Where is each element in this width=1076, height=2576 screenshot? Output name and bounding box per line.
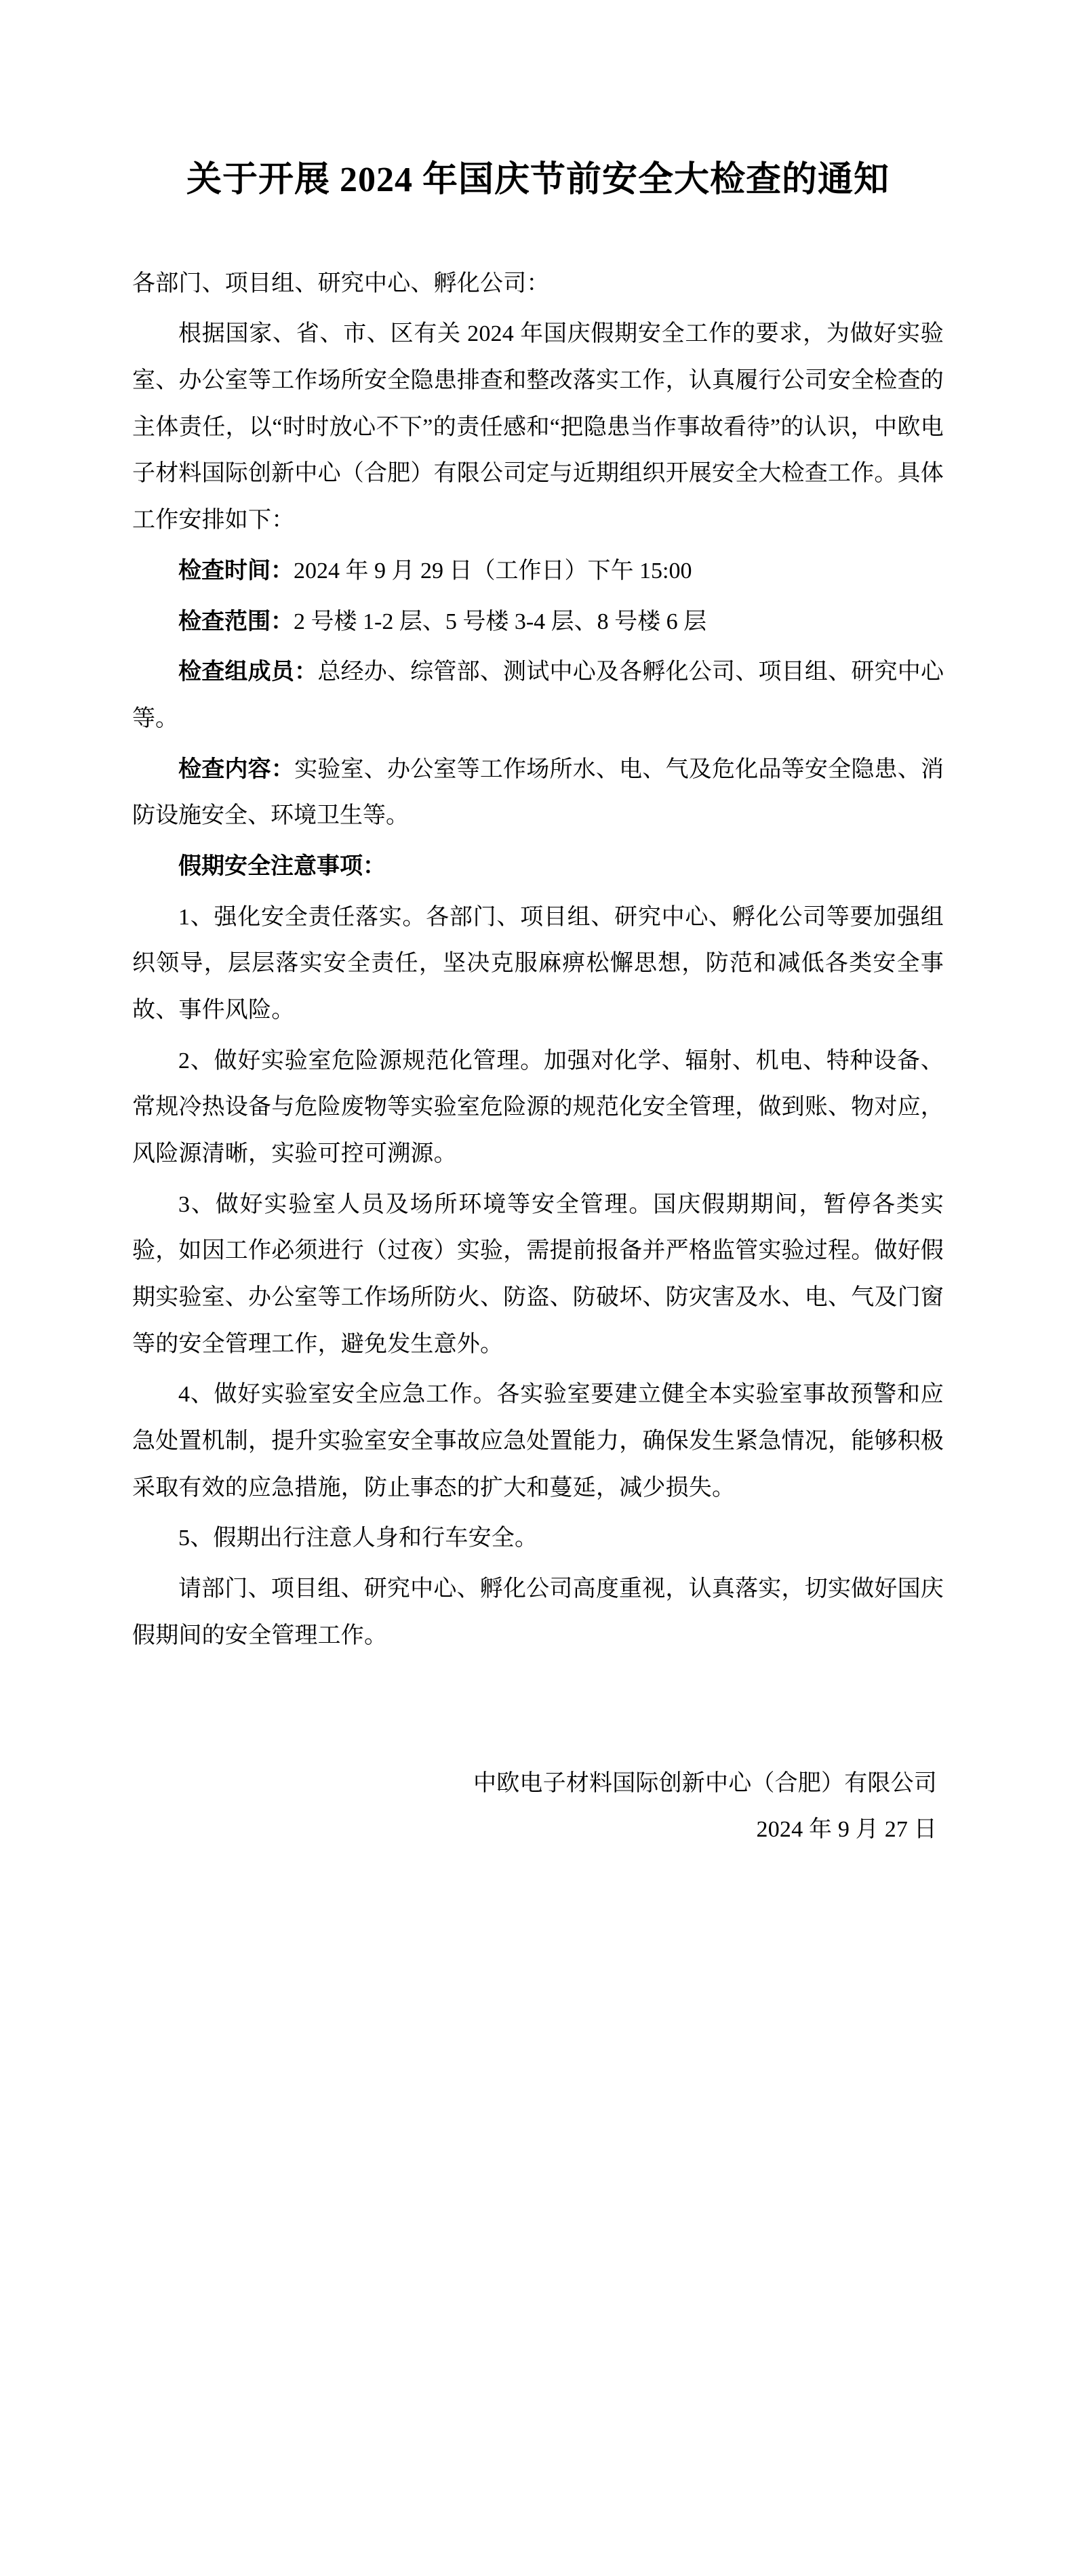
page-title: 关于开展 2024 年国庆节前安全大检查的通知 [186, 161, 890, 199]
notice-item-1: 1、强化安全责任落实。各部门、项目组、研究中心、孵化公司等要加强组织领导，层层落实安全责任，坚决克服麻痹松懈思想，防范和减低各类安全事故、事件风险。 [132, 904, 944, 1023]
closing-paragraph: 请部门、项目组、研究中心、孵化公司高度重视，认真落实，切实做好国庆假期间的安全管理工作。 [132, 1576, 944, 1648]
notice-item-3: 3、做好实验室人员及场所环境等安全管理。国庆假期期间，暂停各类实验，如因工作必须进行（过夜）实验，需提前报备并严格监管实验过程。做好假期实验室、办公室等工作场所防火、防盗、防破坏、防灾害及水、电、气及门窗等的安全管理工作，避免发生意外。 [132, 1191, 944, 1357]
field-label: 检查内容： [178, 756, 295, 782]
field-label: 检查时间： [178, 558, 294, 584]
field-value: 总经办、综管部、测试中心及各孵化公司、项目组、研究中心等。 [132, 659, 944, 731]
field-label: 检查组成员： [178, 659, 318, 685]
intro-paragraph: 根据国家、省、市、区有关 2024 年国庆假期安全工作的要求，为做好实验室、办公室等工作场所安全隐患排查和整改落实工作，认真履行公司安全检查的主体责任，以“时时放心不下”的责任感和“把隐患当作事故看待”的认识，中欧电子材料国际创新中心（合肥）有限公司定与近期组织开展安全大检查工作。具体工作安排如下： [132, 321, 944, 533]
field-inspection-scope [132, 599, 944, 646]
signature-date: 2024 年 9 月 27 日 [756, 1817, 937, 1843]
notice-item-2: 2、做好实验室危险源规范化管理。加强对化学、辐射、机电、特种设备、常规冷热设备与危险废物等实验室危险源的规范化安全管理，做到账、物对应，风险源清晰，实验可控可溯源。 [132, 1048, 944, 1166]
notice-item-5: 5、假期出行注意人身和行车安全。 [178, 1526, 538, 1551]
notice-heading: 假期安全注意事项： [178, 853, 386, 879]
field-inspection-time [132, 548, 944, 595]
notice-item-4: 4、做好实验室安全应急工作。各实验室要建立健全本实验室事故预警和应急处置机制，提升实验室安全事故应急处置能力，确保发生紧急情况，能够积极采取有效的应急措施，防止事态的扩大和蔓延，减少损失。 [132, 1382, 944, 1500]
salutation: 各部门、项目组、研究中心、孵化公司： [132, 270, 550, 296]
signature-organization: 中欧电子材料国际创新中心（合肥）有限公司 [473, 1771, 937, 1797]
field-inspection-content [132, 747, 944, 840]
signature-block [132, 1761, 944, 1853]
field-value: 2 号楼 1-2 层、5 号楼 3-4 层、8 号楼 6 层 [294, 609, 707, 634]
field-label: 检查范围： [178, 609, 294, 634]
field-inspection-members [132, 649, 944, 742]
field-value: 实验室、办公室等工作场所水、电、气及危化品等安全隐患、消防设施安全、环境卫生等。 [132, 756, 944, 829]
field-value: 2024 年 9 月 29 日（工作日）下午 15:00 [294, 558, 692, 584]
